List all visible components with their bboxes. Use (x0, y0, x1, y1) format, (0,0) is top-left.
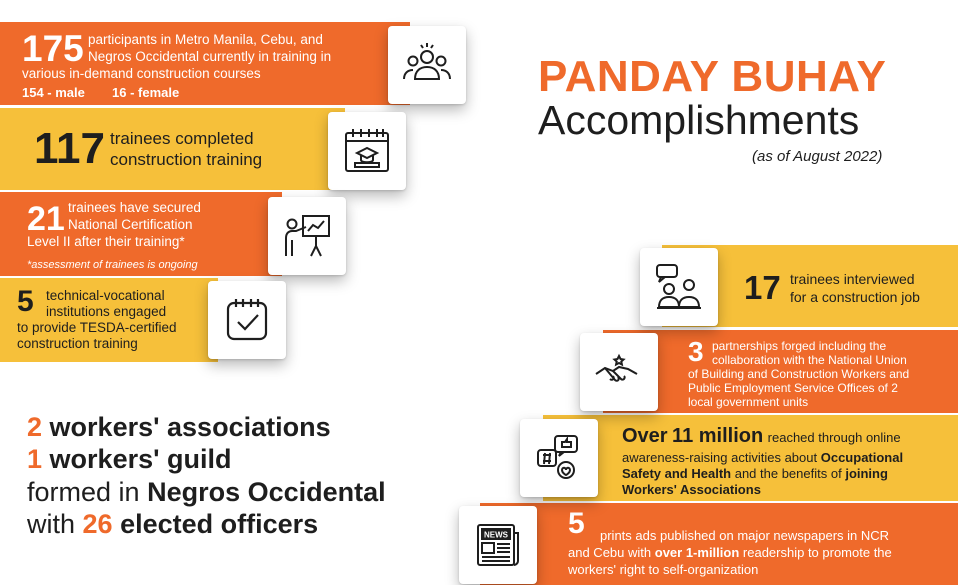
assoc-count-guild: 1 (27, 444, 43, 474)
item-17-number: 17 (744, 269, 781, 306)
item-3-line-b: collaboration with the National Union (712, 353, 907, 367)
item-prints-line-b-end: readership to promote the (742, 545, 892, 560)
tile-11m (520, 419, 598, 497)
item-prints-line-b-bold: over 1-million (654, 545, 740, 560)
tile-17 (640, 248, 718, 326)
item-11m-line-b: awareness-raising activities about (622, 450, 818, 465)
item-11m-line-b-bold: Occupational (820, 450, 904, 465)
assoc-count-officers: 26 (82, 509, 113, 539)
item-prints-line-b-row (568, 545, 892, 560)
item-11m-line-d-row (622, 482, 761, 497)
item-3-number: 3 (688, 336, 704, 367)
item-175-line-c: various in-demand construction courses (22, 66, 261, 81)
title-panday-buhay: PANDAY BUHAY (538, 52, 887, 101)
item-11m-line-a: reached through online (767, 430, 901, 445)
social-media-icon (533, 432, 585, 484)
people-group-icon (401, 39, 453, 91)
item-11m-line-c-row (622, 466, 888, 481)
calendar-check-icon (221, 294, 273, 346)
item-11m-line-c: and the benefits of (734, 466, 842, 481)
handshake-icon (593, 346, 645, 398)
assoc-with: with (27, 509, 76, 539)
item-175-number: 175 (22, 28, 84, 69)
assoc-label-officers: elected officers (120, 509, 319, 539)
assoc-line-1 (27, 412, 331, 443)
calendar-graduation-icon (341, 125, 393, 177)
tile-5 (208, 281, 286, 359)
item-prints-line-a: prints ads published on major newspapers in NCR (600, 528, 890, 543)
item-21-note: *assessment of trainees is ongoing (27, 259, 198, 271)
item-21-line-c: Level II after their training* (27, 234, 185, 249)
assoc-line-4 (27, 509, 318, 540)
item-5-line-a: technical-vocational (46, 288, 165, 303)
title-accomplishments: Accomplishments (538, 97, 860, 143)
item-117-line-a: trainees completed (110, 129, 254, 148)
item-175-female: 16 - female (112, 85, 180, 100)
assoc-line-2 (27, 444, 232, 475)
item-11m-line-c-bold2: joining (845, 466, 888, 481)
presentation-icon (281, 210, 333, 262)
assoc-line-3 (27, 477, 386, 508)
assoc-label-guild: workers' guild (49, 444, 232, 474)
item-175-line-b: Negros Occidental currently in training in (88, 49, 332, 64)
item-175-male: 154 - male (22, 85, 85, 100)
assoc-formed-in: formed in (27, 477, 140, 507)
item-5-line-b: institutions engaged (46, 304, 167, 319)
newspaper-icon (472, 519, 524, 571)
item-3-line-d: Public Employment Service Offices of 2 (688, 381, 898, 395)
item-11m-number: 11 million (672, 425, 764, 447)
item-prints-line-b: and Cebu with (568, 545, 652, 560)
item-3-line-e: local government units (688, 395, 809, 409)
item-11m-headline (622, 425, 901, 448)
assoc-count-associations: 2 (27, 412, 43, 442)
item-11m-line-c-bold: Safety and Health (622, 466, 732, 481)
tile-21 (268, 197, 346, 275)
item-21-line-b: National Certification (68, 217, 193, 232)
tile-3 (580, 333, 658, 411)
interview-icon (653, 261, 705, 313)
assoc-label-associations: workers' associations (49, 412, 331, 442)
tile-117 (328, 112, 406, 190)
item-3-line-a: partnerships forged including the (712, 339, 887, 353)
item-prints-number: 5 (568, 507, 585, 540)
tile-prints (459, 506, 537, 584)
item-17-line-a: trainees interviewed (790, 271, 915, 287)
item-5-line-d: construction training (17, 336, 138, 351)
item-21-number: 21 (27, 200, 65, 238)
item-21-line-a: trainees have secured (68, 200, 201, 215)
item-11m-line-d-bold: Workers' Associations (622, 482, 761, 497)
item-175-line-a: participants in Metro Manila, Cebu, and (88, 32, 323, 47)
item-11m-line-b-row (622, 450, 903, 465)
tile-175 (388, 26, 466, 104)
item-11m-prefix: Over (622, 425, 668, 447)
item-3-line-c: of Building and Construction Workers and (688, 367, 910, 381)
item-prints-line-c: workers' right to self-organization (568, 562, 759, 577)
item-17-line-b: for a construction job (790, 289, 920, 305)
assoc-location: Negros Occidental (147, 477, 386, 507)
item-117-number: 117 (34, 124, 105, 173)
item-5-number: 5 (17, 285, 34, 318)
item-117-line-b: construction training (110, 150, 263, 169)
title-date: (as of August 2022) (752, 148, 883, 165)
item-5-line-c: to provide TESDA-certified (17, 320, 177, 335)
newspaper-label: NEWS (484, 530, 508, 540)
